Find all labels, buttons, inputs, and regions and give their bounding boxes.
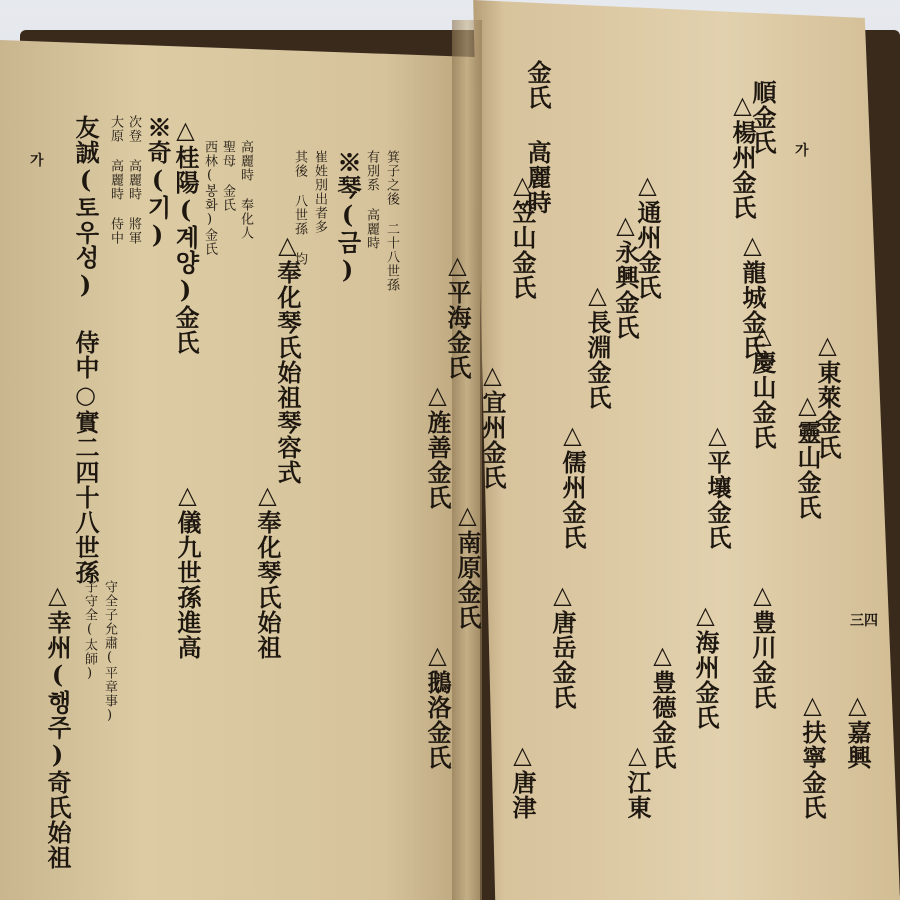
left-col-10: 聖母 金氏 (220, 140, 235, 212)
left-col-14: 其後 八世孫 均 (292, 150, 307, 266)
right-col-26: 金氏 高麗時 (523, 60, 552, 215)
left-col-5: △桂陽(계양)金氏 (171, 115, 200, 355)
left-col-11: 高麗時 奉化人 (238, 140, 253, 240)
right-col-18: △唐岳金氏 (548, 580, 577, 710)
right-col-9: △豊川金氏 (748, 580, 777, 710)
left-col-19: △奉化琴氏始祖琴容式 (273, 230, 302, 485)
left-running-head: 가 (30, 153, 44, 169)
left-col-6: △幸州(행주)奇氏始祖 (43, 580, 72, 870)
left-col-1: 友誠(토우성) 侍中○實二四十八世孫 (71, 115, 100, 585)
right-col-13: △東萊金氏 (813, 330, 842, 460)
right-col-19: △唐津 (508, 740, 537, 820)
right-col-24: △平海金氏 (443, 250, 472, 380)
left-col-17: 有別系 高麗時 (364, 150, 379, 250)
right-col-15: △慶山金氏 (748, 320, 777, 450)
right-col-4: △通州金氏 (633, 170, 662, 300)
right-col-12: △江東 (623, 740, 652, 820)
left-col-3: 次登 高麗時 將軍 (126, 115, 141, 245)
right-col-23: △鵝洛金氏 (423, 640, 452, 770)
left-col-2: 大原 高麗時 侍中 (108, 115, 123, 245)
right-col-7: △儒州金氏 (558, 420, 587, 550)
left-col-4: ※奇(기) (143, 115, 172, 250)
right-col-16: △扶寧金氏 (798, 690, 827, 820)
left-col-13: △儀九世孫進高 (173, 480, 202, 660)
right-col-5: △永興金氏 (611, 210, 640, 340)
left-col-18: 箕子之後 二十八世孫 (384, 150, 399, 292)
left-col-12: △奉化琴氏始祖 (253, 480, 282, 660)
right-col-14: △靈山金氏 (793, 390, 822, 520)
right-col-2: △楊州金氏 (728, 90, 757, 220)
right-col-1: 順金氏 (748, 80, 777, 155)
right-col-10: △海州金氏 (691, 600, 720, 730)
left-col-9: 西林(봉화)金氏 (202, 140, 217, 256)
right-col-20: △宜州金氏 (478, 360, 507, 490)
right-col-8: △平壤金氏 (703, 420, 732, 550)
right-running-head: 가 (795, 143, 809, 159)
left-col-15: 崔姓別出者多 (312, 150, 327, 234)
right-col-3: △龍城金氏 (738, 230, 767, 360)
left-col-8: 守全子允肅(平章事) (102, 580, 117, 724)
left-col-16: ※琴(금) (333, 150, 362, 285)
right-col-21: △南原金氏 (453, 500, 482, 630)
right-col-17: △嘉興 (843, 690, 872, 770)
right-col-6: △長淵金氏 (583, 280, 612, 410)
right-col-11: △豊德金氏 (648, 640, 677, 770)
right-col-25: △笠山金氏 (508, 170, 537, 300)
right-col-22: △旌善金氏 (423, 380, 452, 510)
page-number: 三四 (850, 613, 878, 629)
left-col-7: 子守全(太師) (82, 580, 97, 682)
